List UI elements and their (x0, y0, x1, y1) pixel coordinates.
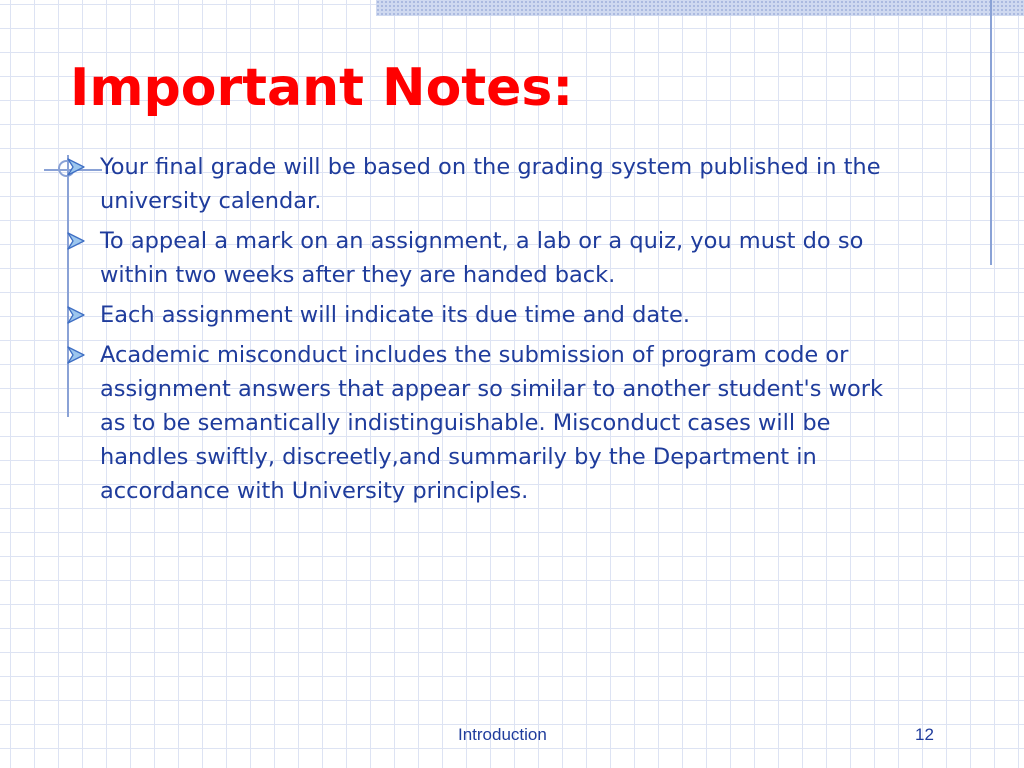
bullet-item-due-date (64, 298, 914, 332)
bullet-text: Your final grade will be based on the grading system published in the university calendar. (100, 154, 881, 214)
bullet-text: Academic misconduct includes the submission of program code or assignment answers that appear so similar to another student's work as to be semantically indistinguishable. Misconduct cases will be handles swiftly, discreetly,and summarily by the Department in accordance with University principles. (100, 342, 884, 504)
bullet-list (64, 150, 914, 514)
arrow-bullet-icon (66, 157, 86, 177)
top-decorative-band (376, 0, 1024, 16)
right-vertical-rule (990, 0, 992, 265)
bullet-item-appeal (64, 224, 914, 292)
slide-title: Important Notes: (70, 58, 574, 118)
footer-title: Introduction (458, 725, 547, 744)
arrow-bullet-icon (66, 305, 86, 325)
bullet-text: Each assignment will indicate its due time and date. (100, 302, 690, 328)
arrow-bullet-icon (66, 345, 86, 365)
bullet-text: To appeal a mark on an assignment, a lab or a quiz, you must do so within two weeks after they are handed back. (100, 228, 864, 288)
bullet-item-grading (64, 150, 914, 218)
arrow-bullet-icon (66, 231, 86, 251)
bullet-item-misconduct (64, 338, 914, 508)
page-number: 12 (915, 725, 934, 744)
